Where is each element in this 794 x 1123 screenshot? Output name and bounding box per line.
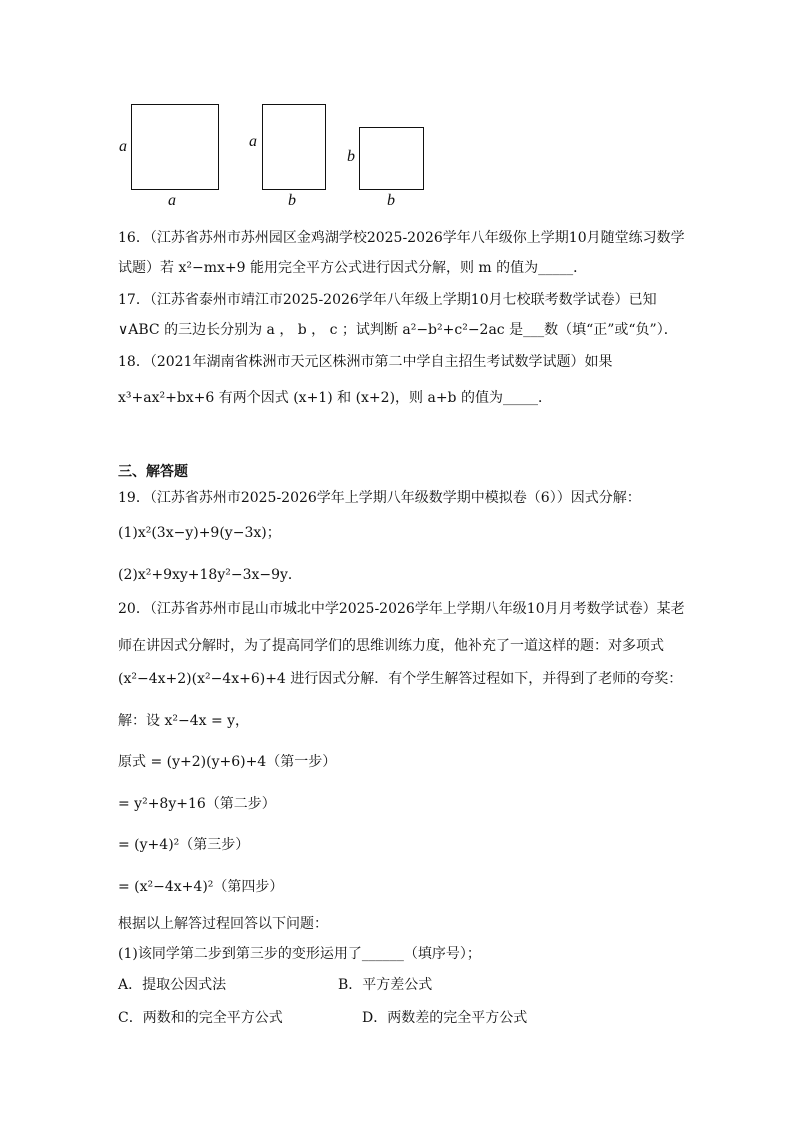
q19-part2: (2)x²+9xy+18y²−3x−9y． [118,567,302,583]
q19-line1: 19．（江苏省苏州市2025-2026学年上学期八年级数学期中模拟卷（6））因式分解： [118,490,641,506]
option-b: B．平方差公式 [338,977,433,993]
q16-line1: 16．（江苏省苏州市苏州园区金鸡湖学校2025-2026学年八年级你上学期10月随堂练习数学 [118,230,685,246]
square1-side-label: a [119,138,127,155]
square-b-by-b [359,127,424,190]
q18-line2: x³+ax²+bx+6 有两个因式 (x+1) 和 (x+2)，则 a+b 的值为_____． [118,390,552,406]
q20-sub1: (1)该同学第二步到第三步的变形运用了______（填序号）； [118,946,481,962]
square2-bottom-label: b [288,192,296,209]
q20-prompt: 根据以上解答过程回答以下问题： [118,916,328,932]
square-a-by-a [131,104,219,190]
q20-step2: = y²+8y+16（第二步） [118,796,276,812]
q18-line1: 18．（2021年湖南省株洲市天元区株洲市第二中学自主招生考试数学试题）如果 [118,354,613,370]
q20-line3: (x²−4x+2)(x²−4x+6)+4 进行因式分解．有个学生解答过程如下，并得到了老师的夸奖： [118,671,683,687]
q20-step4: = (x²−4x+4)²（第四步） [118,879,284,895]
q17-line1: 17．（江苏省泰州市靖江市2025-2026学年八年级上学期10月七校联考数学试卷）已知 [118,292,657,308]
q20-solution-intro: 解：设 x²−4x = y， [118,713,250,729]
q16-line2: 试题）若 x²−mx+9 能用完全平方公式进行因式分解，则 m 的值为_____． [118,260,588,276]
q20-line2: 师在讲因式分解时，为了提高同学们的思维训练力度，他补充了一道这样的题：对多项式 [118,638,664,654]
option-a: A．提取公因式法 [118,977,227,993]
square3-side-label: b [347,148,355,165]
rectangle-a-by-b [262,104,326,190]
square1-bottom-label: a [168,192,176,209]
option-c: C．两数和的完全平方公式 [118,1010,283,1026]
q19-part1: (1)x²(3x−y)+9(y−3x)； [118,525,281,541]
q20-step1: 原式 = (y+2)(y+6)+4（第一步） [118,754,337,770]
option-d: D．两数差的完全平方公式 [362,1010,528,1026]
q17-line2: ∨ABC 的三边长分别为 a ， b ， c ；试判断 a²−b²+c²−2ac 是___数（填“正”或“负”）． [118,322,678,338]
q20-line1: 20．（江苏省苏州市昆山市城北中学2025-2026学年上学期八年级10月月考数学试卷）某老 [118,601,685,617]
q20-step3: = (y+4)²（第三步） [118,837,250,853]
section-title: 三、解答题 [118,464,188,480]
square2-side-label: a [249,133,257,150]
square3-bottom-label: b [387,192,395,209]
